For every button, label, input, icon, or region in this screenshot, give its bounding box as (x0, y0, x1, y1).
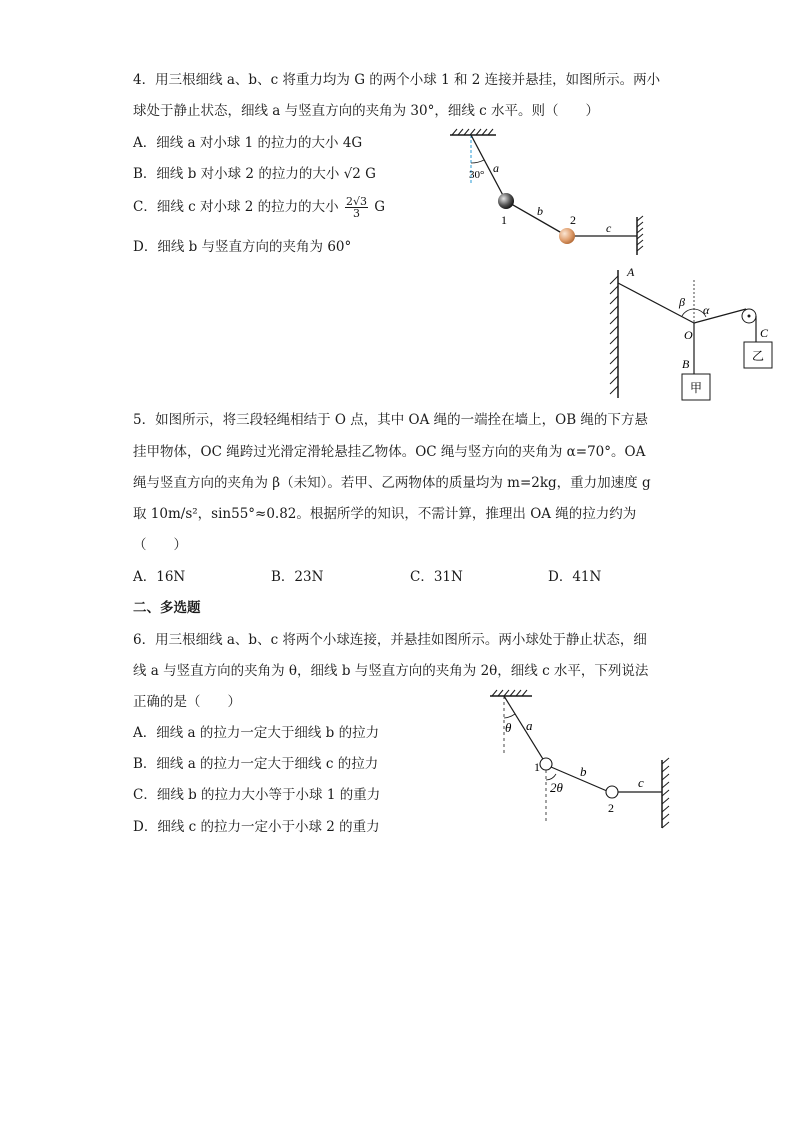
q4-rope-a-label: a (493, 161, 499, 175)
q4-angle-label: 30° (469, 169, 485, 181)
q6-stem-line2: 线 a 与竖直方向的夹角为 θ，细线 b 与竖直方向的夹角为 2θ，细线 c 水平，下列说法 (133, 663, 649, 679)
q6-ball-1 (540, 758, 552, 770)
q5-wall-hatch (610, 276, 618, 394)
q4-ball-2 (559, 228, 575, 244)
q4-option-d: D．细线 b 与竖直方向的夹角为 60° (133, 239, 352, 255)
q6-option-d: D．细线 c 的拉力一定小于小球 2 的重力 (133, 819, 380, 835)
q4-option-c-denominator: 3 (352, 207, 360, 220)
q5-pulley-axle (748, 315, 751, 318)
q6-theta-label: θ (505, 720, 512, 735)
q5-label-alpha: α (703, 303, 710, 317)
q6-ball-2 (606, 786, 618, 798)
q5-beta-arc (682, 309, 694, 316)
q5-label-c: C (760, 326, 769, 340)
q4-wall-hatch (637, 216, 643, 251)
q4-ball-2-label: 2 (570, 213, 576, 227)
q5-label-b: B (682, 357, 690, 371)
q5-label-o: O (684, 328, 693, 342)
q4-figure (440, 125, 660, 255)
q5-figure (596, 262, 786, 402)
q4-ball-1-label: 1 (501, 213, 507, 227)
q4-ceiling-hatch (452, 129, 493, 135)
q5-mass-jia-label: 甲 (689, 381, 703, 395)
q4-stem-line2: 球处于静止状态，细线 a 与竖直方向的夹角为 30°，细线 c 水平。则（ ） (133, 103, 599, 119)
q6-theta-arc (504, 714, 515, 718)
q6-wall-hatch (662, 758, 669, 828)
q5-stem-line3: 绳与竖直方向的夹角为 β（未知）。若甲、乙两物体的质量均为 m=2kg，重力加速度 g (133, 475, 651, 491)
q6-option-c: C．细线 b 的拉力大小等于小球 1 的重力 (133, 787, 381, 803)
q6-option-a: A．细线 a 的拉力一定大于细线 b 的拉力 (133, 725, 380, 741)
q6-two-theta-label: 2θ (550, 780, 563, 795)
q5-stem-line5: （ ） (133, 537, 187, 553)
q5-stem-line4: 取 10m/s²，sin55°≈0.82。根据所学的知识，不需计算，推理出 OA 绳的拉力约为 (133, 506, 637, 522)
q4-rope-a (471, 135, 506, 201)
q5-label-beta: β (679, 295, 685, 309)
q4-option-b-value: √2 G (343, 166, 376, 182)
q6-ball-1-label: 1 (534, 760, 540, 774)
q6-figure (480, 684, 680, 834)
q4-option-c-prefix: C．细线 c 对小球 2 的拉力的大小 (133, 199, 339, 215)
q4-option-b (133, 162, 376, 182)
q5-label-a: A (627, 265, 635, 279)
q5-option-b: B．23N (271, 569, 324, 585)
q6-ceiling-hatch (492, 690, 527, 696)
q4-option-a: A．细线 a 对小球 1 的拉力的大小 4G (133, 135, 363, 151)
q4-stem-line1: 4．用三根细线 a、b、c 将重力均为 G 的两个小球 1 和 2 连接并悬挂，如图所示。两小 (133, 72, 661, 88)
q6-rope-a-label: a (526, 718, 533, 733)
q5-option-c: C．31N (410, 569, 463, 585)
q4-option-c-suffix: G (374, 199, 386, 215)
q4-rope-c-label: c (606, 221, 612, 235)
q5-stem-line2: 挂甲物体，OC 绳跨过光滑定滑轮悬挂乙物体。OC 绳与竖方向的夹角为 α=70°。OA (133, 444, 646, 460)
q5-option-a: A．16N (133, 569, 186, 585)
q5-stem-line1: 5．如图所示，将三段轻绳相结于 O 点，其中 OA 绳的一端拴在墙上，OB 绳的下方悬 (133, 412, 648, 428)
q6-option-b: B．细线 a 的拉力一定大于细线 c 的拉力 (133, 756, 379, 772)
q6-rope-b-label: b (580, 764, 587, 779)
q4-option-c-numerator: 2√3 (345, 195, 367, 208)
q4-angle-arc (471, 160, 484, 163)
q4-option-b-prefix: B．细线 b 对小球 2 的拉力的大小 (133, 166, 340, 182)
q4-rope-b-label: b (537, 204, 543, 218)
q6-rope-c-label: c (638, 775, 644, 790)
section-multiple-choice-title: 二、多选题 (133, 600, 201, 616)
q5-mass-yi-label: 乙 (751, 349, 765, 363)
q5-option-d: D．41N (548, 569, 602, 585)
q6-stem-line1: 6．用三根细线 a、b、c 将两个小球连接，并悬挂如图所示。两小球处于静止状态，细 (133, 632, 647, 648)
q4-ball-1 (498, 193, 514, 209)
q4-option-c (133, 195, 385, 219)
q6-ball-2-label: 2 (608, 801, 614, 815)
q6-stem-line3: 正确的是（ ） (133, 694, 241, 710)
q5-rope-oc (694, 309, 746, 323)
q4-option-c-fraction (345, 196, 368, 219)
